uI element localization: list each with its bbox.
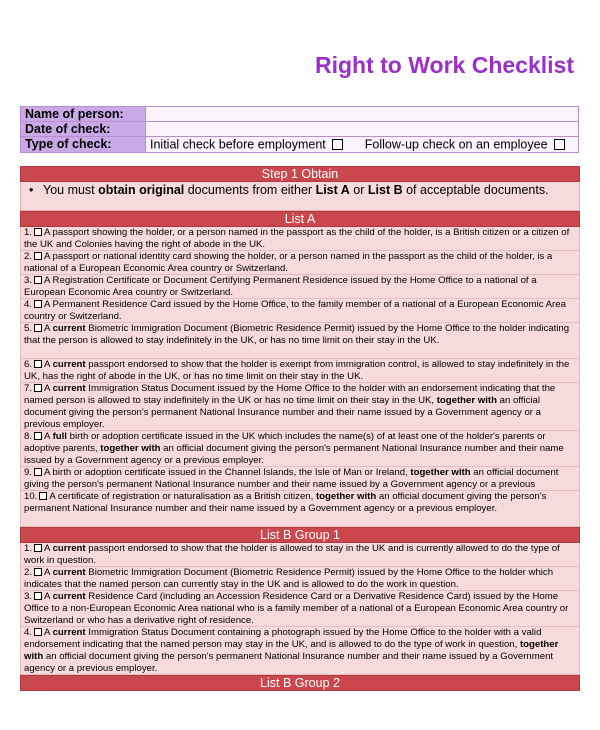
list-b2-header: List B Group 2 (20, 675, 580, 691)
item-checkbox[interactable] (34, 544, 42, 552)
item-text: A (44, 359, 53, 370)
item-number: 8. (24, 431, 33, 442)
checklist-item (20, 567, 580, 591)
checklist-item (20, 591, 580, 627)
checklist-item (20, 251, 580, 275)
name-label: Name of person: (21, 107, 146, 122)
checklist-item (20, 491, 580, 527)
type-label: Type of check: (21, 137, 146, 153)
item-bold-text: current (52, 359, 86, 370)
item-number: 3. (24, 275, 33, 286)
followup-check-label: Follow-up check on an employee (364, 137, 548, 152)
instruction-text: documents from either (184, 183, 316, 197)
item-text: Immigration Status Document containing a photograph issued by the Home Office to the holder with a valid endorsement indicating that the named person may stay in the UK, and is allowed to do the type of work in question, (24, 627, 542, 650)
item-text: an official document giving the person's permanent National Insurance number and their name issued by a Government agency or a previous employer. (24, 443, 564, 466)
checklist-item (20, 227, 580, 251)
item-number: 3. (24, 591, 33, 602)
list-b1-items (20, 543, 580, 675)
item-text: A (44, 591, 53, 602)
item-text: Biometric Immigration Document (Biometric Residence Permit) issued by the Home Office to the holder indicating that the person is allowed to stay indefinitely in the UK, or has no time limit on their stay in the UK. (24, 323, 570, 346)
item-text: A (44, 627, 53, 638)
item-bold-text: current (52, 323, 86, 334)
item-text: an official document giving the person's permanent National Insurance number and their name issued by a Government agency or a previous employer. (24, 491, 547, 514)
list-b1-header: List B Group 1 (20, 527, 580, 543)
item-number: 6. (24, 359, 33, 370)
item-text: A (44, 543, 53, 554)
item-text: A (44, 383, 53, 394)
step1-header: Step 1 Obtain (20, 166, 580, 182)
date-label: Date of check: (21, 122, 146, 137)
item-checkbox[interactable] (39, 492, 47, 500)
item-bold-text: current (52, 627, 86, 638)
item-text: A passport showing the holder, or a person named in the passport as the child of the holder, is a British citizen or a citizen of the UK and Colonies having the right of abode in the UK. (24, 227, 570, 250)
item-text: an official document giving the person's permanent National Insurance number and their name issued by a Government agency or a previous employer. (24, 395, 541, 430)
item-number: 10. (24, 491, 38, 502)
item-bold-text: together with (100, 443, 161, 454)
item-text: A certificate of registration or naturalisation as a British citizen, (49, 491, 316, 502)
item-text: birth or adoption certificate issued in the UK which includes the name(s) of at least one of the holder's parents or adoptive parents, (24, 431, 546, 454)
initial-check-label: Initial check before employment (150, 137, 326, 152)
item-text: A Registration Certificate or Document Certifying Permanent Residence issued by the Home Office to a national of a European Economic Area country or Switzerland. (24, 275, 537, 298)
item-number: 1. (24, 227, 33, 238)
item-text: A (44, 323, 53, 334)
item-checkbox[interactable] (34, 300, 42, 308)
item-text: Immigration Status Document issued by the Home Office to the holder with an endorsement indicating that the named person is allowed to stay indefinitely in the UK or has no time limit on their stay in the UK, (24, 383, 556, 406)
item-checkbox[interactable] (34, 360, 42, 368)
item-number: 2. (24, 567, 33, 578)
item-checkbox[interactable] (34, 628, 42, 636)
item-text: Residence Card (including an Accession Residence Card or a Derivative Residence Card) issued by the Home Office to a non-European Economic Area national who is a family member of a national of a European Economic Area country or Switzerland or who has a derivative right of residence. (24, 591, 569, 626)
item-bold-text: together with (24, 639, 559, 662)
date-field[interactable] (146, 122, 579, 137)
item-text: passport endorsed to show that the holder is exempt from immigration control, is allowed to stay indefinitely in the UK, has the right of abode in the UK, or has no time limit on their stay in the UK. (24, 359, 570, 382)
instruction-bold: List A (315, 183, 350, 197)
checklist-item (20, 323, 580, 359)
item-number: 7. (24, 383, 33, 394)
name-field[interactable] (146, 107, 579, 122)
item-checkbox[interactable] (34, 252, 42, 260)
item-bold-text: current (52, 383, 86, 394)
checklist-item (20, 627, 580, 675)
item-checkbox[interactable] (34, 568, 42, 576)
item-checkbox[interactable] (34, 592, 42, 600)
item-bold-text: full (52, 431, 67, 442)
initial-check-checkbox[interactable] (332, 139, 343, 150)
item-bold-text: current (52, 591, 86, 602)
type-field (146, 137, 579, 153)
item-text: A passport or national identity card showing the holder, or a person named in the passport as the child of the holder, is a national of a European Economic Area country or Switzerland. (24, 251, 553, 274)
checklist-item (20, 275, 580, 299)
followup-check-checkbox[interactable] (554, 139, 565, 150)
item-bold-text: current (52, 567, 86, 578)
step1-instruction (20, 182, 580, 211)
item-checkbox[interactable] (34, 468, 42, 476)
item-bold-text: together with (436, 395, 497, 406)
item-checkbox[interactable] (34, 324, 42, 332)
checklist-table (20, 166, 580, 691)
person-info-table (20, 106, 579, 153)
checklist-item (20, 431, 580, 467)
checklist-item (20, 467, 580, 491)
checklist-item (20, 543, 580, 567)
item-number: 4. (24, 627, 33, 638)
instruction-text: You must (43, 183, 99, 197)
page-title: Right to Work Checklist (315, 52, 574, 78)
item-text: passport endorsed to show that the holder is allowed to stay in the UK and is currently allowed to do the type of work in question. (24, 543, 560, 566)
item-checkbox[interactable] (34, 228, 42, 236)
item-number: 9. (24, 467, 33, 478)
checklist-item (20, 359, 580, 383)
list-a-items (20, 227, 580, 527)
item-number: 1. (24, 543, 33, 554)
item-number: 4. (24, 299, 33, 310)
item-text: A (44, 431, 53, 442)
item-number: 5. (24, 323, 33, 334)
instruction-text: or (349, 183, 368, 197)
instruction-bold: List B (367, 183, 403, 197)
item-text: an official document giving the person's permanent National Insurance number and their name issued by a Government agency or a previous (24, 467, 559, 490)
item-bold-text: together with (410, 467, 471, 478)
item-text: Biometric Immigration Document (Biometric Residence Permit) issued by the Home Office to the holder which indicates that the named person can currently stay in the UK and is allowed to do the work in question. (24, 567, 554, 590)
instruction-bold: obtain original (98, 183, 185, 197)
item-number: 2. (24, 251, 33, 262)
item-text: an official document giving the person's permanent National Insurance number and their name issued by a Government agency or a previous employer. (24, 651, 554, 674)
item-checkbox[interactable] (34, 432, 42, 440)
item-text: A (44, 567, 53, 578)
item-checkbox[interactable] (34, 276, 42, 284)
item-bold-text: current (52, 543, 86, 554)
instruction-text: of acceptable documents. (402, 183, 549, 197)
bullet-icon: • (29, 183, 34, 197)
checklist-item (20, 383, 580, 431)
item-checkbox[interactable] (34, 384, 42, 392)
item-bold-text: together with (315, 491, 377, 502)
checklist-item (20, 299, 580, 323)
item-text: A Permanent Residence Card issued by the Home Office, to the family member of a national of a European Economic Area country or Switzerland. (24, 299, 566, 322)
item-text: A birth or adoption certificate issued in the Channel Islands, the Isle of Man or Ireland, (44, 467, 411, 478)
list-a-header: List A (20, 211, 580, 227)
